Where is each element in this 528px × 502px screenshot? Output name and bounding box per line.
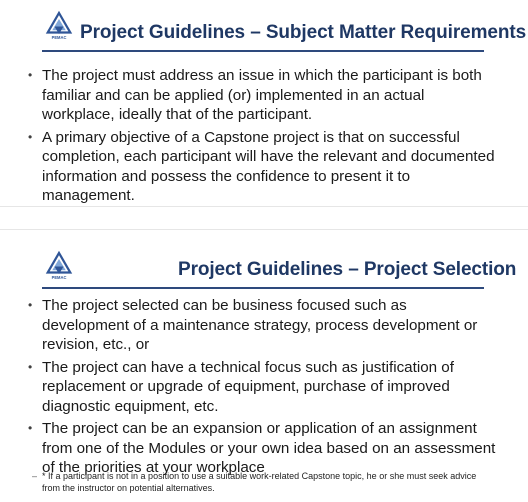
bullet-list bbox=[26, 66, 496, 206]
slide-divider bbox=[0, 206, 528, 230]
slide-title: Project Guidelines – Project Selection bbox=[178, 259, 517, 280]
slide-subject-matter bbox=[0, 0, 528, 206]
list-item: • The project can be an expansion or application of an assignment from one of the Modules or your own idea based on an assessment of the priorities at your workplace bbox=[28, 420, 496, 476]
list-item: • The project selected can be business focused such as development of a maintenance strategy, process development or revision, etc., or bbox=[28, 297, 478, 353]
footnote: – * If a participant is not in a position to use a suitable work-related Capstone topic, he or she must seek advice from the instructor on potential alternatives. bbox=[32, 471, 477, 493]
pemac-logo-icon bbox=[44, 250, 74, 280]
bullet-list bbox=[26, 296, 496, 478]
title-underline bbox=[42, 287, 484, 289]
list-item: • The project can have a technical focus such as justification of replacement or upgrade of equipment, purchase of improved diagnostic equipment, etc. bbox=[28, 358, 454, 415]
list-item: • A primary objective of a Capstone project is that on successful completion, each participant will have the relevant and documented information and possess the confidence to present it to management. bbox=[28, 128, 495, 204]
list-item: • The project must address an issue in which the participant is both familiar and can be applied (or) implemented in an actual workplace, ideally that of the participant. bbox=[28, 67, 482, 123]
slide-title: Project Guidelines – Subject Matter Requirements bbox=[80, 22, 527, 43]
slide-project-selection bbox=[0, 230, 528, 502]
title-underline bbox=[42, 50, 484, 52]
svg-text:PEMAC: PEMAC bbox=[51, 274, 67, 280]
svg-text:PEMAC: PEMAC bbox=[51, 34, 67, 40]
pemac-logo-icon bbox=[44, 10, 74, 40]
